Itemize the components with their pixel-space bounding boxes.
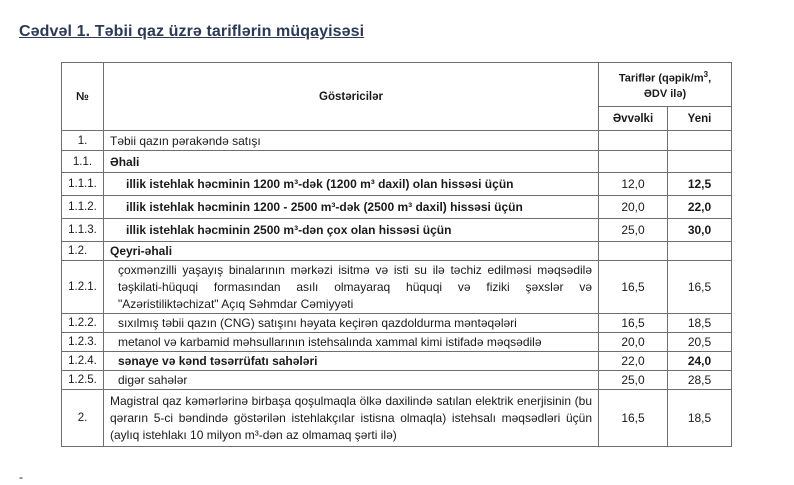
new-value: 16,5 [668,261,732,314]
row-number: 1. [62,131,104,151]
previous-value: 22,0 [599,352,668,371]
row-number: 1.2.4. [62,352,104,371]
footer-dash: - [19,470,23,484]
new-value: 28,5 [668,371,732,390]
row-number: 1.1.1. [62,173,104,196]
previous-value: 12,0 [599,173,668,196]
previous-value [599,131,668,151]
table-row [62,242,732,261]
new-value: 24,0 [668,352,732,371]
previous-value: 16,5 [599,390,668,447]
previous-value: 20,0 [599,333,668,352]
row-number: 1.2.1. [62,261,104,314]
table-row [62,131,732,151]
row-description: Əhali [104,151,599,173]
row-description: digər sahələr [104,371,599,390]
table-row [62,196,732,219]
previous-value: 25,0 [599,219,668,242]
header-row [62,63,732,107]
row-description: sənaye və kənd təsərrüfatı sahələri [104,352,599,371]
new-value: 22,0 [668,196,732,219]
new-value: 12,5 [668,173,732,196]
previous-value: 25,0 [599,371,668,390]
new-value: 18,5 [668,314,732,333]
new-value: 18,5 [668,390,732,447]
row-number: 1.2. [62,242,104,261]
table-caption: Cədvəl 1. Təbii qaz üzrə tariflərin müqayisəsi [19,23,365,40]
table-row [62,219,732,242]
header-new: Yeni [668,107,732,131]
new-value [668,151,732,173]
new-value: 30,0 [668,219,732,242]
row-description: Qeyri-əhali [104,242,599,261]
row-description: illik istehlak həcminin 1200 - 2500 m³-dək (2500 m³ daxil) hissəsi üçün [104,196,599,219]
header-no: № [62,63,104,131]
row-number: 1.1. [62,151,104,173]
row-number: 1.1.3. [62,219,104,242]
row-description: Magistral qaz kəmərlərinə birbaşa qoşulmaqla ölkə daxilində satılan elektrik enerjisinin (bu qərarın 5-ci bəndində göstərilən istehlakçılar istisna olmaqla) istehsalı məqsədləri üçün (aylıq istehlakı 10 milyon m³-dən az olmamaq şərti ilə) [104,390,599,447]
previous-value: 20,0 [599,196,668,219]
row-description: sıxılmış təbii qazın (CNG) satışını həyata keçirən qazdoldurma məntəqələri [104,314,599,333]
header-indicators: Göstəricilər [104,63,599,131]
row-number: 1.2.3. [62,333,104,352]
row-description: Təbii qazın pərakəndə satışı [104,131,599,151]
previous-value: 16,5 [599,314,668,333]
row-description: illik istehlak həcminin 2500 m³-dən çox olan hissəsi üçün [104,219,599,242]
table-row [62,151,732,173]
table-row [62,371,732,390]
previous-value [599,151,668,173]
new-value [668,131,732,151]
new-value: 20,5 [668,333,732,352]
table-row [62,173,732,196]
row-number: 1.2.5. [62,371,104,390]
row-number: 2. [62,390,104,447]
table-row [62,333,732,352]
row-description: çoxmənzilli yaşayış binalarının mərkəzi isitmə və isti su ilə təchiz edilməsi məqsədilə təşkilati-hüquqi formasından asılı olmayaraq hüquqi və fiziki şəxslər və "Azəristiliktəchizat" Açıq Səhmdar Cəmiyyəti [104,261,599,314]
header-tariffs: Tariflər ($qəpik/m^3$, ƏDV ilə) [599,63,732,107]
row-description: illik istehlak həcminin 1200 m³-dək (1200 m³ daxil) olan hissəsi üçün [104,173,599,196]
row-number: 1.1.2. [62,196,104,219]
row-description: metanol və karbamid məhsullarının istehsalında xammal kimi istifadə məqsədilə [104,333,599,352]
table-row [62,314,732,333]
previous-value [599,242,668,261]
table-row [62,261,732,314]
tariff-comparison-table [61,62,732,447]
table-row [62,352,732,371]
table-row [62,390,732,447]
new-value [668,242,732,261]
header-previous: Əvvəlki [599,107,668,131]
previous-value: 16,5 [599,261,668,314]
row-number: 1.2.2. [62,314,104,333]
